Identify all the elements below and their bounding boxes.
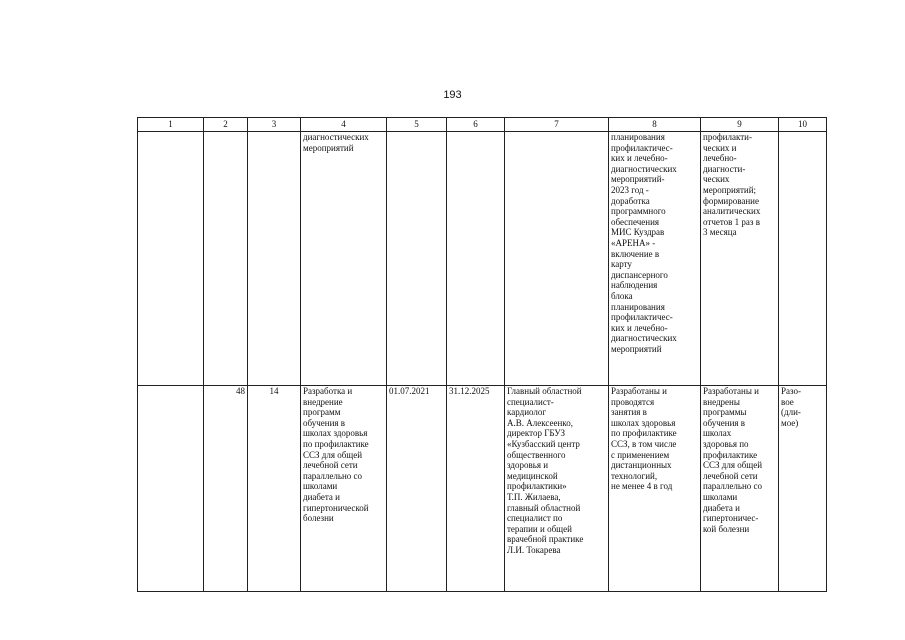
column-header: 2	[204, 118, 248, 132]
table-cell	[779, 132, 827, 386]
table-cell: планирования профилактичес- ких и лечебно- диагностических мероприятий- 2023 год - доработка программного обеспечения МИС Куздрав «АРЕНА» - включение в карту диспансерного наблюдения блока планирования профилактичес- ких и лечебно- диагностических мероприятий	[609, 132, 701, 386]
table-cell	[248, 132, 301, 386]
table-cell	[138, 132, 204, 386]
table-row	[138, 132, 827, 386]
table-cell: диагностических мероприятий	[301, 132, 387, 386]
page-number: 193	[443, 89, 462, 101]
table-cell: Главный областной специалист- кардиолог А.В. Алексеенко, директор ГБУЗ «Кузбасский центр общественного здоровья и медицинской профилактики» Т.П. Жилаева, главный областной специалист по терапии и общей врачебной практике Л.И. Токарева	[505, 386, 609, 592]
table-cell: Разработаны и внедрены программы обучения в школах здоровья по профилактике ССЗ для общей лечебной сети параллельно со школами диабета и гипертоничес- кой болезни	[701, 386, 779, 592]
table-row	[138, 386, 827, 592]
measures-table	[137, 117, 827, 592]
column-header: 3	[248, 118, 301, 132]
table-cell	[505, 132, 609, 386]
table-cell	[204, 132, 248, 386]
table-cell	[387, 132, 447, 386]
table-cell: 31.12.2025	[447, 386, 505, 592]
table-cell: 14	[248, 386, 301, 592]
column-header: 8	[609, 118, 701, 132]
column-header: 7	[505, 118, 609, 132]
table-cell: профилакти- ческих и лечебно- диагности- ческих мероприятий; формирование аналитических отчетов 1 раз в 3 месяца	[701, 132, 779, 386]
table-cell	[138, 386, 204, 592]
column-header: 6	[447, 118, 505, 132]
column-header: 10	[779, 118, 827, 132]
table-cell	[447, 132, 505, 386]
table-cell: Разработаны и проводятся занятия в школах здоровья по профилактике ССЗ, в том числе с применением дистанционных технологий, не менее 4 в год	[609, 386, 701, 592]
column-header: 9	[701, 118, 779, 132]
table-cell: Разо- вое (дли- мое)	[779, 386, 827, 592]
column-header: 1	[138, 118, 204, 132]
table-header-row	[138, 118, 827, 132]
table-cell: 48	[204, 386, 248, 592]
table-cell: 01.07.2021	[387, 386, 447, 592]
column-header: 5	[387, 118, 447, 132]
column-header: 4	[301, 118, 387, 132]
table-cell: Разработка и внедрение программ обучения в школах здоровья по профилактике ССЗ для общей лечебной сети параллельно со школами диабета и гипертонической болезни	[301, 386, 387, 592]
